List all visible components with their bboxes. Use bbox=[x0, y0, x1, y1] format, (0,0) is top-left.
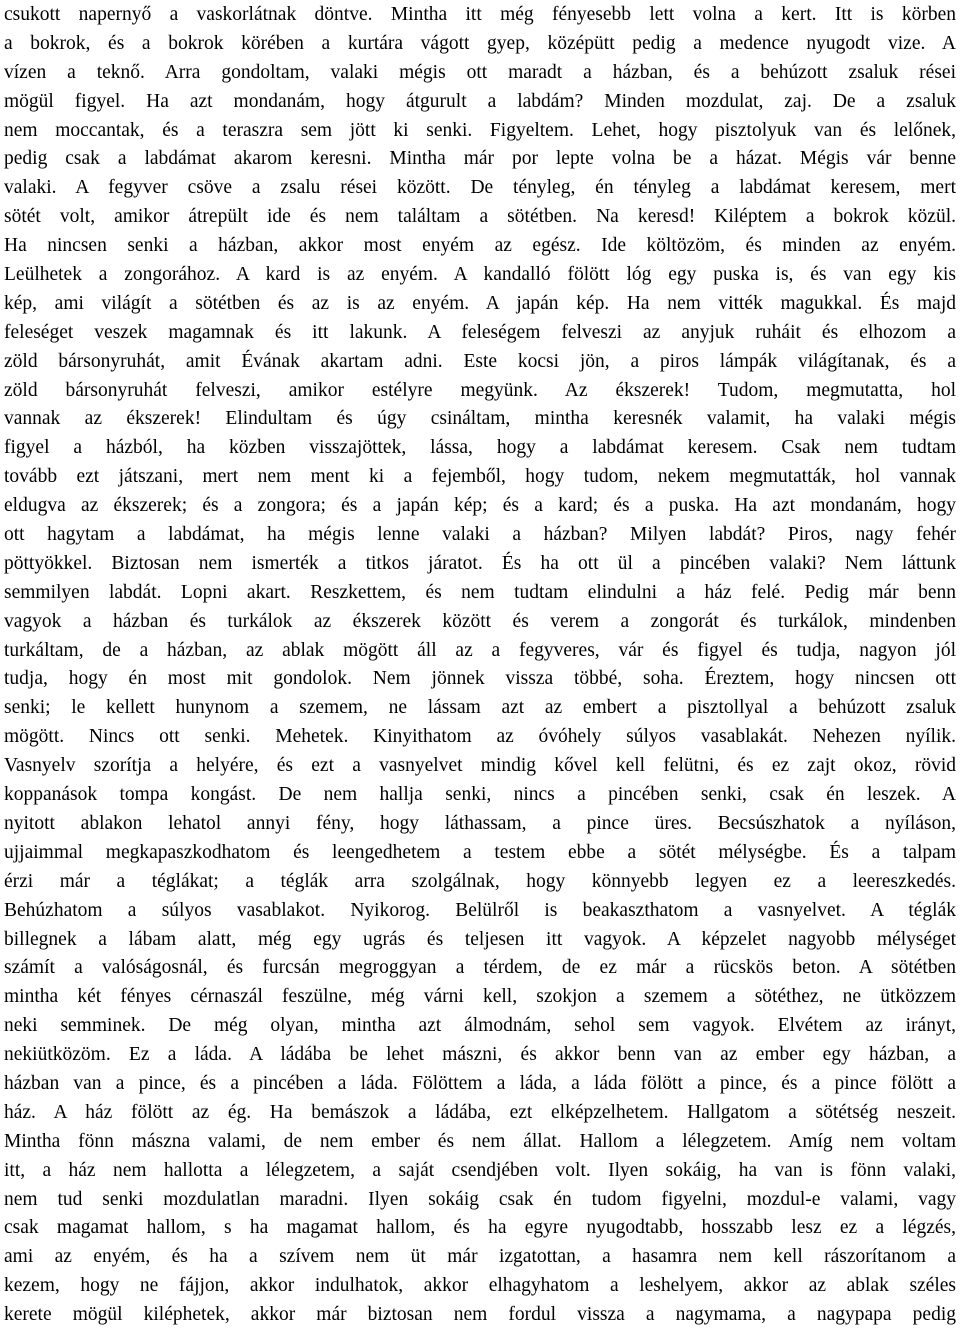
text-line: nekiütközöm. Ez a láda. A ládába be lehet mászni, és akkor benn van az ember egy házban, a bbox=[4, 1044, 956, 1066]
text-line: pöttyökkel. Biztosan nem ismerték a titkos járatot. És ha ott ül a pincében valaki? Nem láttunk bbox=[4, 552, 956, 574]
text-line: neki semminek. De még olyan, mintha azt álmodnám, sehol sem vagyok. Elvétem az irányt, bbox=[4, 1015, 956, 1037]
text-line: Behúzhatom a súlyos vasablakot. Nyikorog. Belülről is beakaszthatom a vasnyelvet. A téglák bbox=[4, 899, 956, 921]
text-line: sötét volt, amikor átrepült ide és nem találtam a sötétben. Na keresd! Kiléptem a bokrok közül. bbox=[4, 206, 956, 228]
text-line: turkáltam, de a házban, az ablak mögött áll az a fegyveres, vár és figyel és tudja, nagyon jól bbox=[4, 639, 956, 661]
text-line: mintha két fényes cérnaszál feszülne, még várni kell, szokjon a szemem a sötéthez, ne ütközzem bbox=[4, 986, 956, 1008]
text-line: csukott napernyő a vaskorlátnak döntve. Mintha itt még fényesebb lett volna a kert. Itt is körben bbox=[4, 4, 956, 25]
text-line: feleséget veszek magamnak és itt lakunk. A feleségem felveszi az anyjuk ruháit és elhozom a bbox=[4, 321, 956, 343]
text-line: házban van a pince, és a pincében a láda. Fölöttem a láda, a láda fölött a pince, és a pince fölött a bbox=[4, 1072, 956, 1094]
text-line: itt, a ház nem hallotta a lélegzetem, a saját csendjében volt. Ilyen sokáig, ha van is fönn valaki, bbox=[4, 1159, 956, 1181]
text-line: a bokrok, és a bokrok körében a kurtára vágott gyep, középütt pedig a medence nyugodt vize. A bbox=[4, 32, 956, 54]
text-line: nem tud senki mozdulatlan maradni. Ilyen sokáig csak én tudom figyelni, mozdul-e valami, vagy bbox=[4, 1188, 956, 1210]
text-line: ujjaimmal megkapaszkodhatom és leengedhetem a testem ebbe a sötét mélységbe. És a talpam bbox=[4, 841, 956, 863]
text-line: mögül figyel. Ha azt mondanám, hogy átgurult a labdám? Minden mozdulat, zaj. De a zsaluk bbox=[4, 90, 956, 112]
text-line: senki; le kellett hunynom a szemem, ne lássam azt az embert a pisztollyal a behúzott zsaluk bbox=[4, 697, 956, 719]
text-line: mögött. Nincs ott senki. Mehetek. Kinyithatom az óvóhely súlyos vasablakát. Nehezen nyílik. bbox=[4, 726, 956, 748]
text-line: számít a valóságosnál, és furcsán megroggyan a térdem, de ez már a rücskös beton. A sötétben bbox=[4, 957, 956, 979]
text-line: figyel a házból, ha közben visszajöttek, lássa, hogy a labdámat keresem. Csak nem tudtam bbox=[4, 437, 956, 459]
text-line: Mintha fönn mászna valami, de nem ember és nem állat. Hallom a lélegzetem. Amíg nem voltam bbox=[4, 1130, 956, 1152]
text-line: tudja, hogy én most mit gondolok. Nem jönnek vissza többé, soha. Éreztem, hogy nincsen ott bbox=[4, 668, 956, 690]
text-line: vagyok a házban és turkálok az ékszerek között és verem a zongorát és turkálok, mindenben bbox=[4, 610, 956, 632]
text-line: pedig csak a labdámat akarom keresni. Mintha már por lepte volna be a házat. Mégis vár benne bbox=[4, 148, 956, 170]
text-line: vízen a teknő. Arra gondoltam, valaki mégis ott maradt a házban, és a behúzott zsaluk rései bbox=[4, 61, 956, 83]
text-line: tovább ezt játszani, mert nem ment ki a fejemből, hogy tudom, nekem megmutatták, hol vannak bbox=[4, 466, 956, 488]
text-line: zöld bársonyruhát, amit Évának akartam adni. Este kocsi jön, a piros lámpák világítanak, és a bbox=[4, 350, 956, 372]
text-line: koppanások tompa kongást. De nem hallja senki, nincs a pincében senki, csak én leszek. A bbox=[4, 784, 956, 806]
body-text bbox=[4, 1, 956, 1330]
text-line: vannak az ékszerek! Elindultam és úgy csináltam, mintha keresnék valamit, ha valaki mégis bbox=[4, 408, 956, 430]
text-line: csak magamat hallom, s ha magamat hallom, és ha egyre nyugodtabb, hosszabb lesz ez a légzés, bbox=[4, 1217, 956, 1239]
text-line: kezem, hogy ne fájjon, akkor indulhatok, akkor elhagyhatom a leshelyem, akkor az ablak széles bbox=[4, 1275, 956, 1297]
text-line: semmilyen labdát. Lopni akart. Reszkettem, és nem tudtam elindulni a ház felé. Pedig már benn bbox=[4, 581, 956, 603]
text-line: eldugva az ékszerek; és a zongora; és a japán kép; és a kard; és a puska. Ha azt mondanám, hogy bbox=[4, 495, 956, 517]
text-line: Leülhetek a zongorához. A kard is az enyém. A kandalló fölött lóg egy puska is, és van egy kis bbox=[4, 264, 956, 286]
text-line: nem moccantak, és a teraszra sem jött ki senki. Figyeltem. Lehet, hogy pisztolyuk van és lelőnek, bbox=[4, 119, 956, 141]
text-line: ott hagytam a labdámat, ha mégis lenne valaki a házban? Milyen labdát? Piros, nagy fehér bbox=[4, 524, 956, 546]
text-line: kép, ami világít a sötétben és az is az enyém. A japán kép. Ha nem vitték magukkal. És majd bbox=[4, 292, 956, 314]
text-line: ház. A ház fölött az ég. Ha bemászok a ládába, ezt elképzelhetem. Hallgatom a sötétség neszeit. bbox=[4, 1101, 956, 1123]
text-line: ami az enyém, és ha a szívem nem üt már izgatottan, a hasamra nem kell rászorítanom a bbox=[4, 1246, 956, 1268]
text-line: billegnek a lábam alatt, még egy ugrás és teljesen itt vagyok. A képzelet nagyobb mélységet bbox=[4, 928, 956, 950]
text-line: Vasnyelv szorítja a helyére, és ezt a vasnyelvet mindig kővel kell felütni, és ez zajt okoz, rövid bbox=[4, 755, 956, 777]
text-line: valaki. A fegyver csöve a zsalu rései között. De tényleg, én tényleg a labdámat keresem, mert bbox=[4, 177, 956, 199]
text-line: nyitott ablakon lehatol annyi fény, hogy láthassam, a pince üres. Becsúszhatok a nyíláson, bbox=[4, 812, 956, 834]
text-line: Ha nincsen senki a házban, akkor most enyém az egész. Ide költözöm, és minden az enyém. bbox=[4, 235, 956, 257]
text-line: zöld bársonyruhát felveszi, amikor estélyre megyünk. Az ékszerek! Tudom, megmutatta, hol bbox=[4, 379, 956, 401]
text-line: kerete mögül kiléphetek, akkor már biztosan nem fordul vissza a nagymama, a nagypapa pedig bbox=[4, 1304, 956, 1326]
text-line: érzi már a téglákat; a téglák arra szolgálnak, hogy könnyebb legyen ez a leereszkedés. bbox=[4, 870, 956, 892]
